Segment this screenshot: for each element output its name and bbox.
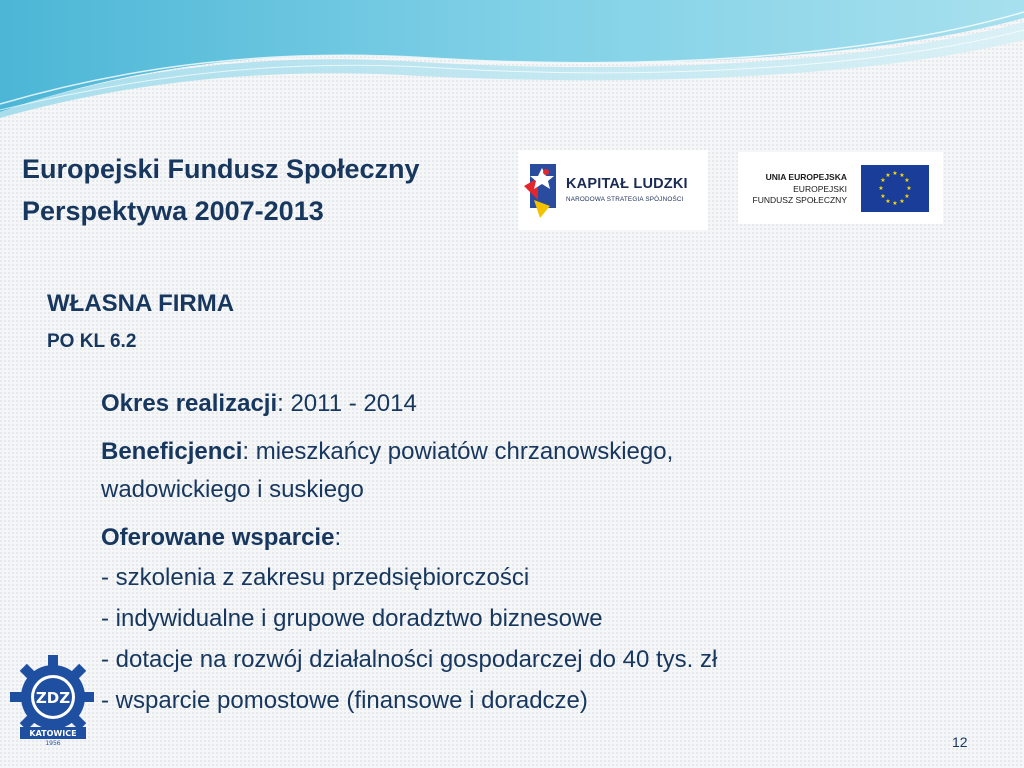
svg-text:★: ★ bbox=[878, 185, 884, 192]
kapital-ludzki-emblem-icon bbox=[520, 150, 566, 230]
title-line-2: Perspektywa 2007-2013 bbox=[22, 196, 324, 226]
eu-logo-line-2: EUROPEJSKI bbox=[793, 184, 847, 194]
svg-text:★: ★ bbox=[880, 177, 886, 184]
period-value: : 2011 - 2014 bbox=[277, 390, 417, 417]
zdz-monogram: ZDZ bbox=[35, 689, 71, 707]
period-row bbox=[101, 385, 1001, 423]
list-item: - wsparcie pomostowe (finansowe i doradcze) bbox=[101, 687, 588, 714]
eu-logo bbox=[738, 152, 943, 224]
svg-text:★: ★ bbox=[885, 172, 891, 179]
svg-text:★: ★ bbox=[880, 193, 886, 200]
program-code: PO KL 6.2 bbox=[47, 331, 137, 352]
list-item: - szkolenia z zakresu przedsiębiorczości bbox=[101, 564, 530, 591]
svg-text:★: ★ bbox=[885, 198, 891, 205]
eu-flag-icon bbox=[861, 165, 929, 212]
list-item: - dotacje na rozwój działalności gospodarczej do 40 tys. zł bbox=[101, 646, 718, 673]
svg-text:★: ★ bbox=[904, 177, 910, 184]
kapital-ludzki-name: KAPITAŁ LUDZKI bbox=[566, 176, 688, 192]
eu-logo-line-3: FUNDUSZ SPOŁECZNY bbox=[752, 195, 847, 205]
beneficiaries-value-cont: wadowickiego i suskiego bbox=[101, 476, 364, 503]
page-number: 12 bbox=[952, 734, 968, 750]
beneficiaries-value: : mieszkańcy powiatów chrzanowskiego, bbox=[242, 438, 674, 465]
zdz-city: KATOWICE bbox=[29, 729, 77, 738]
svg-text:★: ★ bbox=[899, 172, 905, 179]
eu-logo-line-1: UNIA EUROPEJSKA bbox=[765, 172, 847, 182]
svg-text:★: ★ bbox=[892, 200, 898, 207]
page-title bbox=[22, 148, 420, 232]
beneficiaries-row bbox=[101, 433, 1001, 509]
title-line-1: Europejski Fundusz Społeczny bbox=[22, 154, 420, 184]
support-row bbox=[101, 519, 1001, 557]
project-name: WŁASNA FIRMA bbox=[47, 290, 235, 317]
svg-text:★: ★ bbox=[899, 198, 905, 205]
support-colon: : bbox=[334, 524, 342, 551]
svg-text:★: ★ bbox=[892, 170, 898, 177]
period-label: Okres realizacji bbox=[101, 390, 278, 417]
list-item: - indywidualne i grupowe doradztwo biznesowe bbox=[101, 605, 603, 632]
zdz-katowice-logo bbox=[10, 655, 94, 747]
beneficiaries-label: Beneficjenci bbox=[101, 438, 243, 465]
project-details bbox=[101, 385, 1001, 721]
kapital-ludzki-subtitle: NARODOWA STRATEGIA SPÓJNOŚCI bbox=[566, 196, 684, 203]
zdz-year: 1956 bbox=[45, 740, 61, 747]
kapital-ludzki-logo bbox=[518, 150, 708, 230]
header-wave-decoration bbox=[0, 0, 1024, 120]
support-label: Oferowane wsparcie bbox=[101, 524, 335, 551]
svg-text:★: ★ bbox=[904, 193, 910, 200]
svg-text:★: ★ bbox=[906, 185, 912, 192]
